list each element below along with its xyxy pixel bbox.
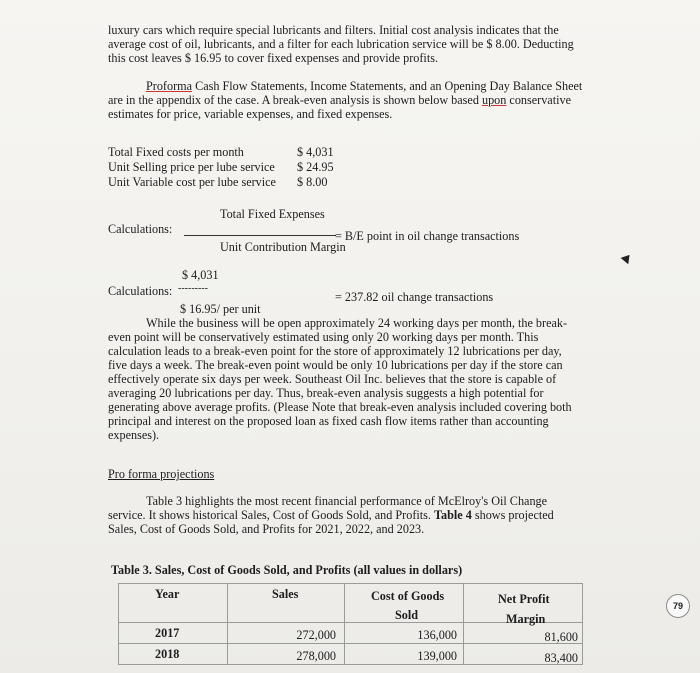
calc2-dashes: --------- [178,283,208,294]
breakeven-line-6: averaging 20 lubrications per day. Thus, break-even analysis suggests a high potential for [108,386,544,400]
row-2017-profit: 81,600 [544,630,578,644]
projections-line-2c: shows projected [471,508,554,522]
header-sales-cell [228,584,345,623]
header-npm-2: Margin [506,612,546,626]
calc1-label: Calculations: [108,222,173,236]
calc1-fraction-bar [184,235,336,236]
table3 [118,583,583,665]
mouse-cursor-icon [621,252,634,265]
row-2017-year: 2017 [155,626,180,640]
calc1-result: = B/E point in oil change transactions [335,229,520,243]
breakeven-line-3: calculation leads to a break-even point for the store of approximately 12 lubrications per day, [108,344,562,358]
proforma-upon: upon [481,93,507,107]
table-row [119,623,583,644]
cost-label-price: Unit Selling price per lube service [108,160,275,174]
cost-value-variable: $ 8.00 [297,175,328,189]
header-cogs-2: Sold [395,608,419,622]
calc2-denominator: $ 16.95/ per unit [180,302,261,316]
row-2017-cogs: 136,000 [417,628,457,642]
row-2018-cogs: 139,000 [417,649,457,663]
header-sales: Sales [272,587,299,601]
calc1-denominator: Unit Contribution Margin [220,240,346,254]
breakeven-line-7: generating above average profits. (Please Note that break-even analysis included covering both [108,400,572,414]
cost-value-price: $ 24.95 [297,160,334,174]
breakeven-line-4: five days a week. The break-even point would be only 10 lubrications per day if the store can [108,358,563,372]
intro-line-1: luxury cars which require special lubricants and filters. Initial cost analysis indicates that the [108,23,559,37]
calc1-numerator: Total Fixed Expenses [220,207,325,221]
row-2018-profit-cell [464,644,583,665]
breakeven-line-5: effectively operate six days per week. Southeast Oil Inc. believes that the store is capable of [108,372,557,386]
intro-line-2: average cost of oil, lubricants, and a filter for each lubrication service will be $ 8.00. Deducting [108,37,574,51]
page-number-badge: 79 [666,594,690,618]
breakeven-line-8: principal and interest on the proposed loan as fixed cash flow items rather than accounting [108,414,549,428]
row-2017-year-cell [119,623,228,644]
row-2017-sales-cell [228,623,345,644]
cost-label-variable: Unit Variable cost per lube service [108,175,276,189]
row-2018-year-cell [119,644,228,665]
row-2018-year: 2018 [155,647,180,661]
row-2018-profit: 83,400 [544,651,578,665]
projections-line-2a: service. It shows historical Sales, Cost of Goods Sold, and Profits. [108,508,434,522]
proforma-line-2 [108,93,571,107]
header-year-cell [119,584,228,623]
table3-caption: Table 3. Sales, Cost of Goods Sold, and Profits (all values in dollars) [111,563,463,577]
table3-header-row [119,584,583,623]
header-npm-1: Net Profit [498,592,550,606]
calc2-numerator: $ 4,031 [182,268,219,282]
proforma-line-1 [146,79,582,93]
breakeven-line-2: even point will be conservatively estimated using only 20 working days per month. This [108,330,539,344]
header-cogs-cell [345,584,464,623]
proforma-line-2a: are in the appendix of the case. A break-even analysis is shown below based [108,93,482,107]
row-2018-cogs-cell [345,644,464,665]
calc2-result: = 237.82 oil change transactions [335,290,494,304]
projections-heading: Pro forma projections [108,467,215,481]
row-2018-sales-cell [228,644,345,665]
projections-line-3: Sales, Cost of Goods Sold, and Profits for 2021, 2022, and 2023. [108,522,425,536]
breakeven-line-9: expenses). [108,428,160,442]
projections-table4: Table 4 [434,508,472,522]
projections-line-2 [108,508,554,522]
breakeven-line-1: While the business will be open approximately 24 working days per month, the break- [146,316,568,330]
table-row [119,644,583,665]
proforma-line-3: estimates for price, variable expenses, and fixed expenses. [108,107,393,121]
proforma-line-2c: conservative [506,93,571,107]
proforma-line-1-rest: Cash Flow Statements, Income Statements, and an Opening Day Balance Sheet [192,79,583,93]
cost-label-fixed: Total Fixed costs per month [108,145,244,159]
header-npm-cell [464,584,583,626]
row-2018-sales: 278,000 [296,649,336,663]
intro-line-3: this cost leaves $ 16.95 to cover fixed expenses and provide profits. [108,51,438,65]
proforma-word: Proforma [146,79,193,93]
header-cogs-1: Cost of Goods [371,589,445,603]
cost-value-fixed: $ 4,031 [297,145,334,159]
header-year: Year [155,587,180,601]
row-2017-profit-cell [464,623,583,644]
row-2017-sales: 272,000 [296,628,336,642]
row-2017-cogs-cell [345,623,464,644]
calc2-label: Calculations: [108,284,173,298]
projections-line-1: Table 3 highlights the most recent financial performance of McElroy's Oil Change [146,494,548,508]
